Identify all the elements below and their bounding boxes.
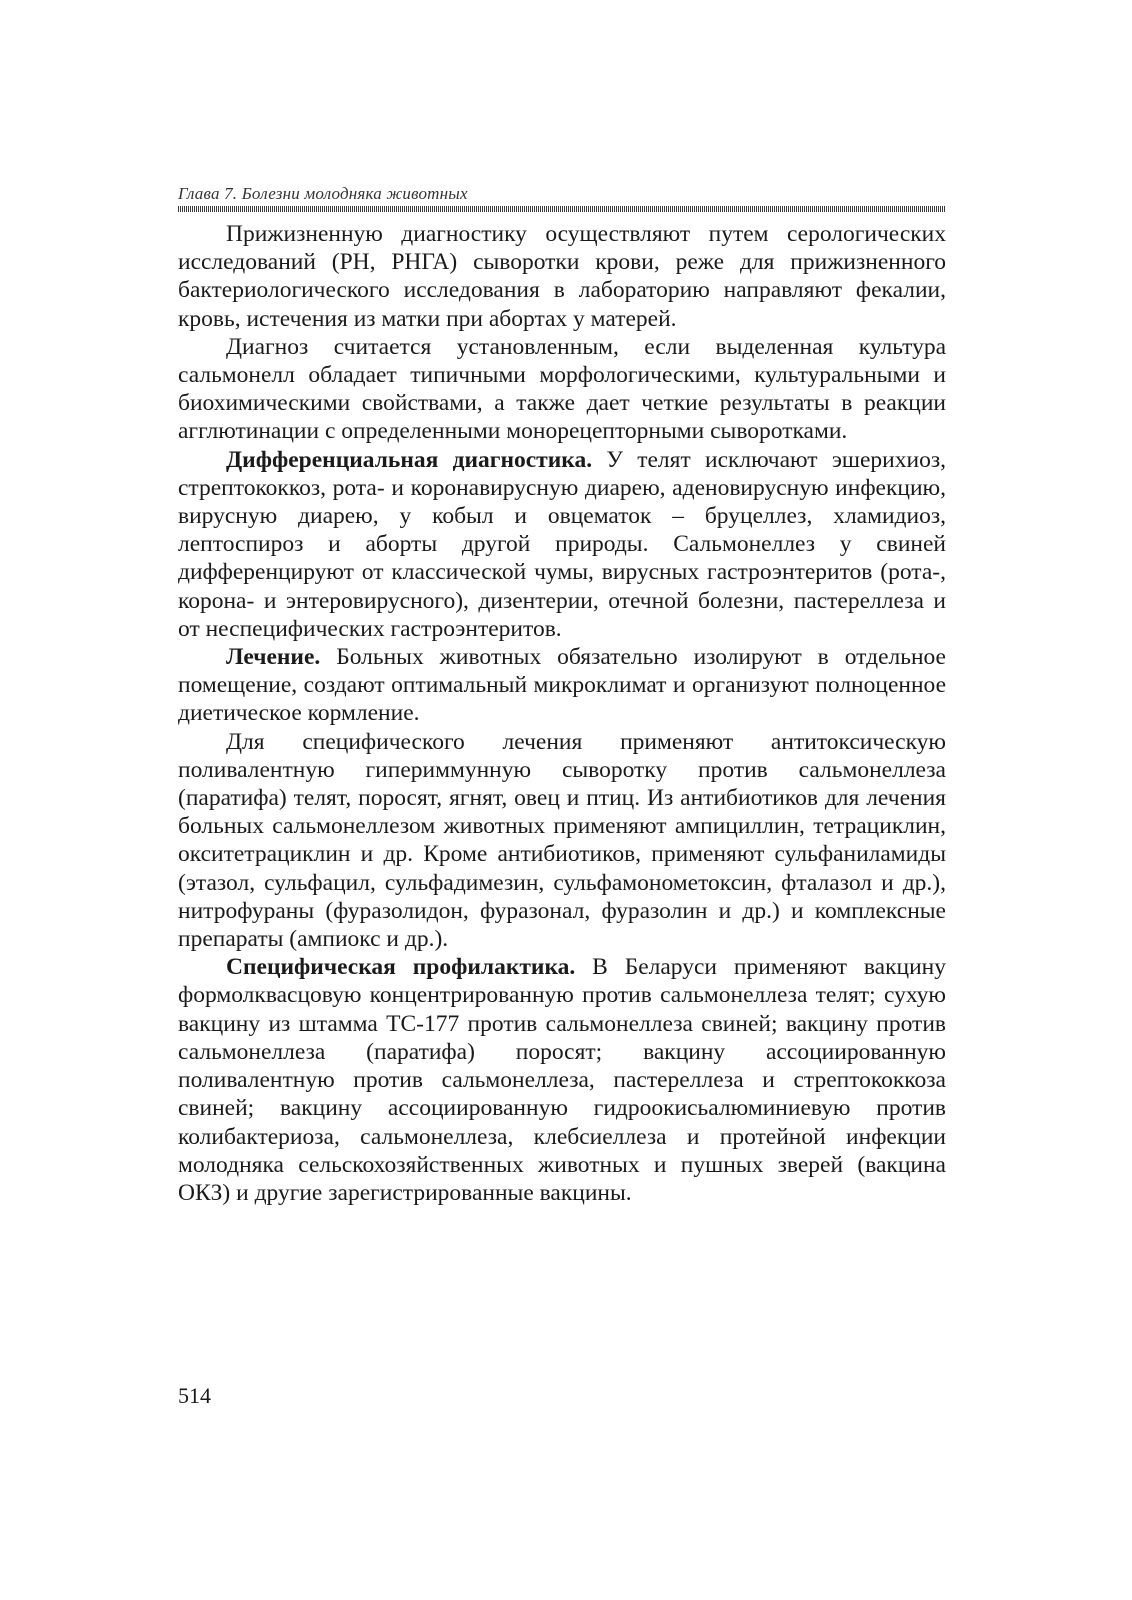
paragraph-differential-diagnosis: [178, 446, 946, 643]
page-number: 514: [178, 1383, 211, 1408]
paragraph-diagnosis-criteria: [178, 333, 946, 446]
paragraph-text: У телят исключают эшерихиоз, стрептококкоз, рота- и коронавирусную диарею, аденовирусную инфекцию, вирусную диарею, у кобыл и овцематок – бруцеллез, хламидиоз, лептоспироз и аборты другой природы. Сальмонеллез у свиней дифференцируют от классической чумы, вирусных гастроэнтеритов (рота-, корона- и энтеровирусного), дизентерии, отечной болезни, пастереллеза и от неспецифических гастроэнтеритов.: [178, 446, 946, 642]
book-page: [178, 184, 946, 1207]
section-heading-specific-prophylaxis: Специфическая профилактика.: [226, 954, 576, 981]
paragraph-text: Диагноз считается установленным, если выделенная культура сальмонелл обладает типичными морфологическими, культуральными и биохимическими свойствами, а также дает четкие результаты в реакции агглютинации с определенными монорецепторными сыворотками.: [178, 333, 946, 445]
section-heading-differential-diagnosis: Дифференциальная диагностика.: [226, 446, 593, 473]
paragraph-text: Больных животных обязательно изолируют в отдельное помещение, создают оптимальный микроклимат и организуют полноценное диетическое кормление.: [178, 644, 946, 727]
running-head: Глава 7. Болезни молодняка животных: [178, 184, 468, 203]
paragraph-specific-prophylaxis: [178, 953, 946, 1207]
section-heading-treatment: Лечение.: [226, 644, 321, 671]
paragraph-text: Для специфического лечения применяют антитоксическую поливалентную гипериммунную сыворотку против сальмонеллеза (паратифа) телят, поросят, ягнят, овец и птиц. Из антибиотиков для лечения больных сальмонеллезом животных применяют ампициллин, тетрациклин, окситетрациклин и др. Кроме антибиотиков, применяют сульфаниламиды (этазол, сульфацил, сульфадимезин, сульфамонометоксин, фталазол и др.), нитрофураны (фуразолидон, фуразонал, фуразолин и др.) и комплексные препараты (ампиокс и др.).: [178, 728, 946, 953]
header-rule: [178, 206, 946, 212]
paragraph-text: Прижизненную диагностику осуществляют путем серологических исследований (РН, РНГА) сыворотки крови, реже для прижизненного бактериологического исследования в лабораторию направляют фекалии, кровь, истечения из матки при абортах у матерей.: [178, 221, 946, 332]
body-text: [178, 220, 946, 1207]
paragraph-text: В Беларуси применяют вакцину формолквасцовую концентрированную против сальмонеллеза телят; сухую вакцину из штамма ТС-177 против сальмонеллеза свиней; вакцину против сальмонеллеза (паратифа) поросят; вакцину ассоциированную поливалентную против сальмонеллеза, пастереллеза и стрептококкоза свиней; вакцину ассоциированную гидроокисьалюминиевую против колибактериоза, сальмонеллеза, клебсиеллеза и протейной инфекции молодняка сельскохозяйственных животных и пушных зверей (вакцина ОКЗ) и другие зарегистрированные вакцины.: [178, 954, 946, 1206]
paragraph-intravital-diagnosis: [178, 220, 946, 333]
paragraph-treatment: [178, 643, 946, 728]
paragraph-specific-treatment: [178, 728, 946, 954]
